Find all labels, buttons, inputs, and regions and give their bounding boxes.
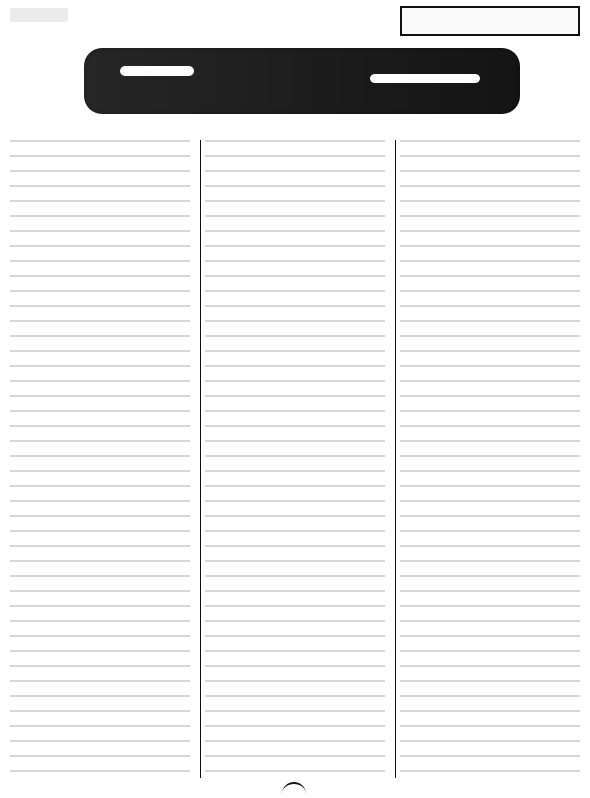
column-divider-left (200, 140, 201, 778)
middle-column-text-block (205, 140, 385, 778)
article-body (10, 140, 580, 778)
right-column-text-block (400, 140, 580, 778)
top-left-marker (10, 8, 68, 22)
left-column (10, 140, 190, 778)
page-footer-marker (282, 782, 306, 794)
left-column-text-block (10, 140, 190, 778)
right-column (400, 140, 580, 778)
article-header (0, 0, 590, 128)
author-nameplate (400, 6, 580, 36)
column-divider-right (395, 140, 396, 778)
decorative-title (84, 48, 520, 114)
middle-column (205, 140, 385, 778)
